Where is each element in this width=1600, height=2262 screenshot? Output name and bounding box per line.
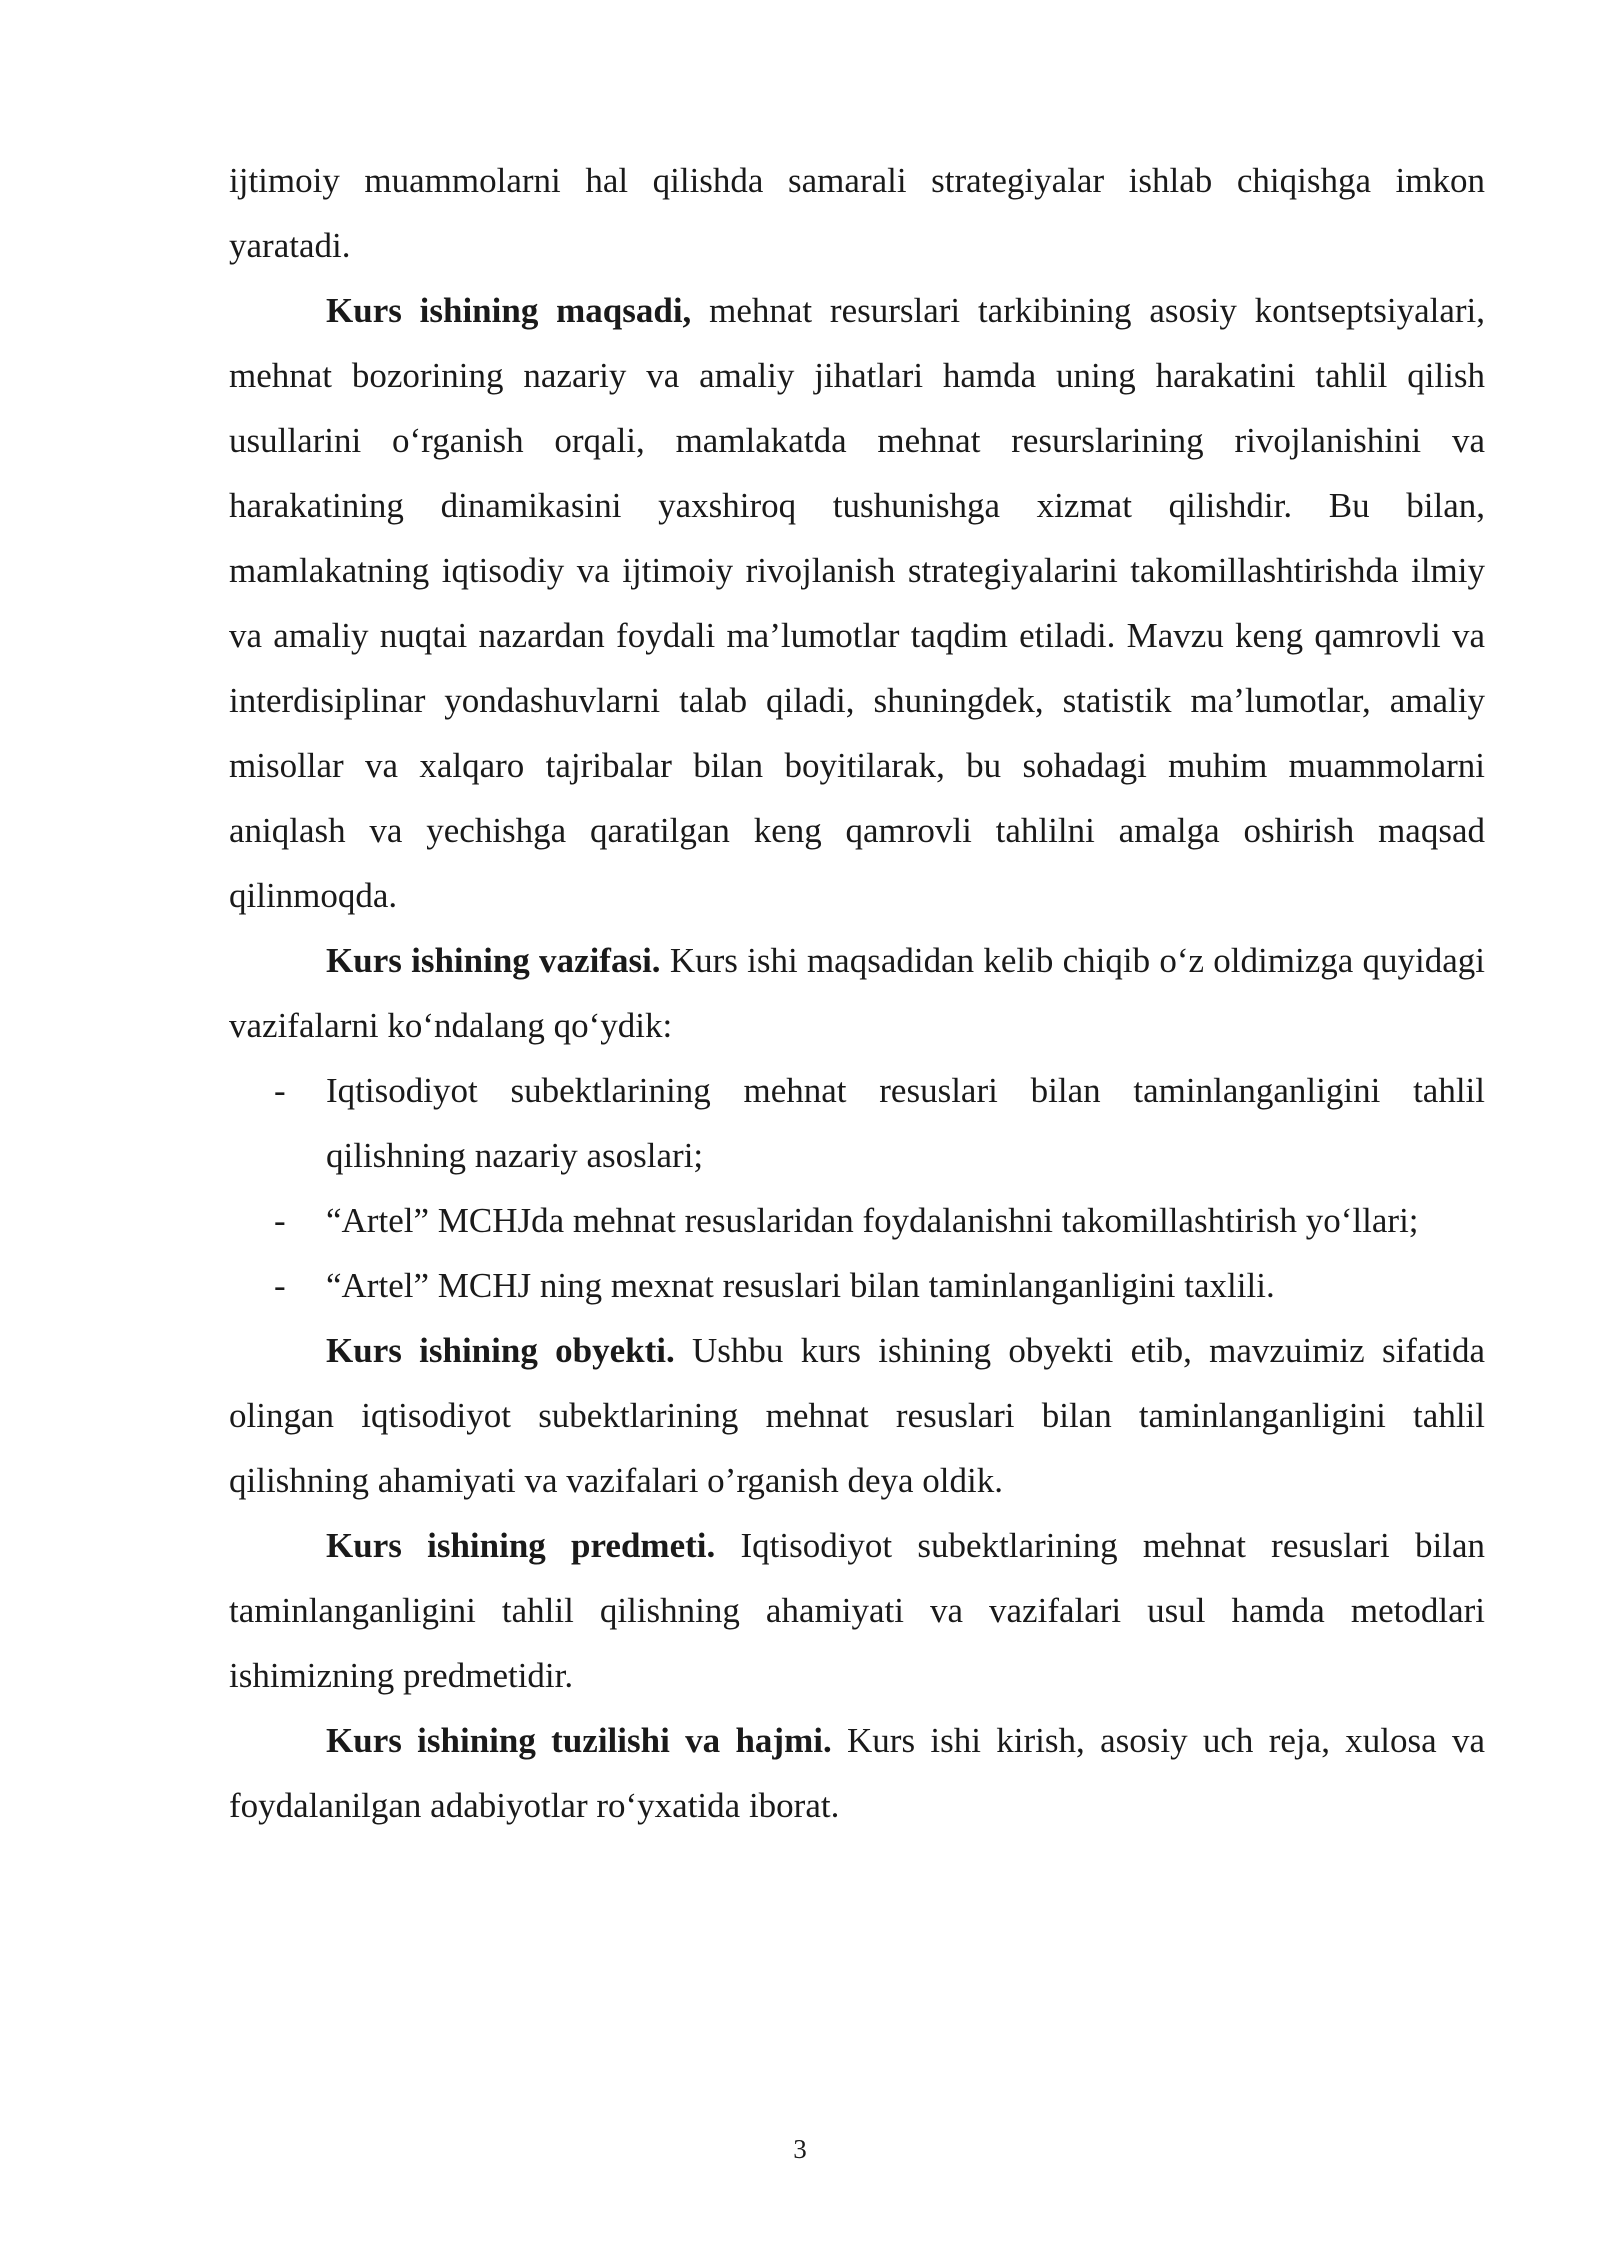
tasks-text: Kurs ishi maqsadidan kelib chiqib o‘z oldimizga quyidagi vazifalarni ko‘ndalang qo‘ydik: — [229, 941, 1485, 1045]
goal-paragraph — [229, 278, 1485, 928]
list-item-text: “Artel” MCHJda mehnat resuslaridan foydalanishni takomillashtirish yo‘llari; — [326, 1201, 1419, 1240]
structure-paragraph — [229, 1708, 1485, 1838]
tasks-paragraph — [229, 928, 1485, 1058]
subject-paragraph — [229, 1513, 1485, 1708]
list-dash: - — [274, 1266, 286, 1305]
goal-text: mehnat resurslari tarkibining asosiy kontseptsiyalari, mehnat bozorining nazariy va amaliy jihatlari hamda uning harakatini tahlil qilish usullarini o‘rganish orqali, mamlakatda mehnat resurslarining rivojlanishini va harakatining dinamikasini yaxshiroq tushunishga xizmat qilishdir. Bu bilan, mamlakatning iqtisodiy va ijtimoiy rivojlanish strategiyalarini takomillashtirishda ilmiy va amaliy nuqtai nazardan foydali ma’lumotlar taqdim etiladi. Mavzu keng qamrovli va interdisiplinar yondashuvlarni talab qiladi, shuningdek, statistik ma’lumotlar, amaliy misollar va xalqaro tajribalar bilan boyitilarak, bu sohadagi muhim muammolarni aniqlash va yechishga qaratilgan keng qamrovli tahlilni amalga oshirish maqsad qilinmoqda. — [229, 291, 1485, 915]
structure-heading: Kurs ishining tuzilishi va hajmi. — [326, 1721, 832, 1760]
list-item-text: “Artel” MCHJ ning mexnat resuslari bilan taminlanganligini taxlili. — [326, 1266, 1275, 1305]
structure-text: Kurs ishi kirish, asosiy uch reja, xulosa va foydalanilgan adabiyotlar ro‘yxatida iborat. — [229, 1721, 1485, 1825]
tasks-heading: Kurs ishining vazifasi. — [326, 941, 661, 980]
subject-text: Iqtisodiyot subektlarining mehnat resuslari bilan taminlanganligini tahlil qilishning ahamiyati va vazifalari usul hamda metodlari ishimizning predmetidir. — [229, 1526, 1485, 1695]
object-paragraph — [229, 1318, 1485, 1513]
subject-heading: Kurs ishining predmeti. — [326, 1526, 716, 1565]
list-item-text: Iqtisodiyot subektlarining mehnat resuslari bilan taminlanganligini tahlil qilishning nazariy asoslari; — [326, 1071, 1485, 1175]
page-number: 3 — [793, 2134, 807, 2164]
list-item — [229, 1253, 1485, 1318]
list-dash: - — [274, 1201, 286, 1240]
list-item — [229, 1058, 1485, 1188]
list-item — [229, 1188, 1485, 1253]
goal-heading: Kurs ishining maqsadi, — [326, 291, 692, 330]
document-body — [229, 148, 1485, 1838]
tasks-list — [229, 1058, 1485, 1318]
object-heading: Kurs ishining obyekti. — [326, 1331, 675, 1370]
object-text: Ushbu kurs ishining obyekti etib, mavzuimiz sifatida olingan iqtisodiyot subektlarining mehnat resuslari bilan taminlanganligini tahlil qilishning ahamiyati va vazifalari o’rganish deya oldik. — [229, 1331, 1485, 1500]
intro-paragraph: ijtimoiy muammolarni hal qilishda samarali strategiyalar ishlab chiqishga imkon yaratadi. — [229, 161, 1485, 265]
list-dash: - — [274, 1071, 286, 1110]
